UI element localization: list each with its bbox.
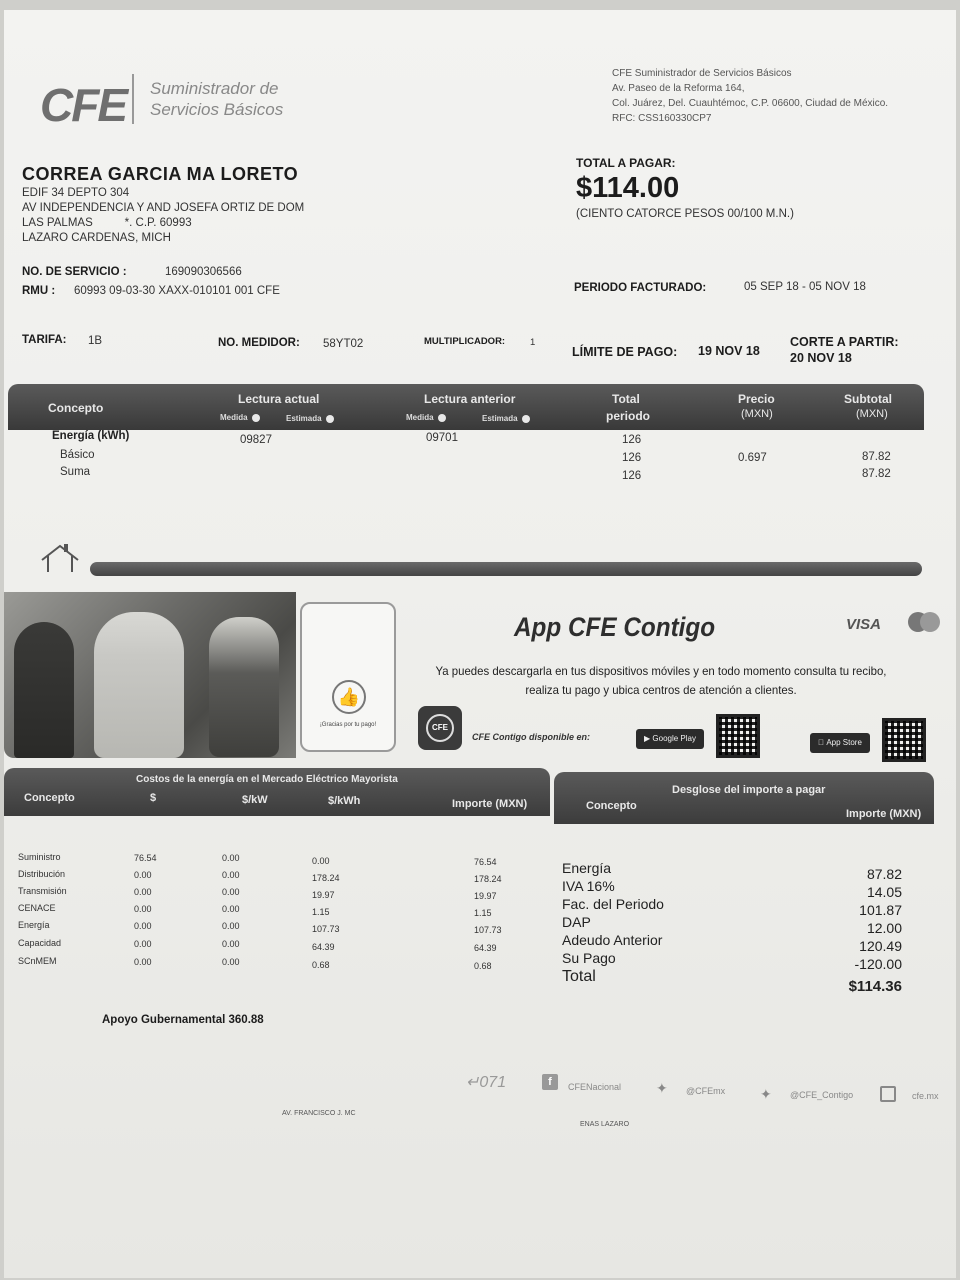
costos-col-kwh: $/kWh	[328, 795, 361, 807]
monitor-icon[interactable]	[880, 1086, 896, 1102]
rmu-label: RMU :	[22, 285, 56, 297]
desglose-row-concepto: Fac. del Periodo	[562, 896, 664, 912]
customer-address	[22, 186, 304, 246]
col-precio-1: Precio	[738, 392, 775, 406]
costos-row-value: 0.68	[474, 961, 492, 971]
twitter-handle[interactable]: @CFEmx	[686, 1086, 726, 1096]
costos-row-value: 76.54	[134, 852, 157, 863]
photo-person	[14, 622, 74, 758]
tarifa-label: TARIFA:	[22, 334, 67, 346]
costos-col-dollar: $	[150, 792, 157, 804]
col-concepto: Concepto	[48, 401, 104, 415]
row-basico-precio: 0.697	[738, 452, 767, 464]
costos-row-value: 107.73	[474, 925, 502, 935]
desglose-row-concepto: DAP	[562, 914, 591, 930]
issuer-line1: CFE Suministrador de Servicios Básicos	[612, 68, 792, 79]
col-la-estimada	[286, 414, 334, 423]
app-store-button[interactable]	[810, 733, 870, 753]
row-basico-subtotal: 87.82	[862, 451, 891, 463]
addr-line4: LAZARO CARDENAS, MICH	[22, 232, 171, 244]
la-medida-text: Medida	[220, 413, 248, 422]
col-lan-estimada	[482, 414, 530, 423]
consumo-table-header	[8, 384, 924, 430]
issuer-line3: Col. Juárez, Del. Cuauhtémoc, C.P. 06600, Ciudad de México.	[612, 98, 889, 109]
desglose-row-importe: 120.49	[859, 938, 902, 954]
col-lan-medida	[406, 413, 446, 422]
col-lectura-actual: Lectura actual	[238, 392, 320, 406]
desglose-row-concepto: Su Pago	[562, 950, 616, 966]
available-on-text: CFE Contigo disponible en:	[472, 732, 590, 742]
lan-medida-text: Medida	[406, 413, 434, 422]
phone-number: ↵071	[466, 1074, 507, 1091]
issuer-info	[612, 66, 888, 126]
costos-row-concepto: SCnMEM	[18, 956, 57, 966]
phone-mockup	[300, 602, 396, 752]
energia-label: Energía (kWh)	[52, 430, 130, 442]
lectura-anterior-value: 09701	[426, 432, 458, 444]
col-precio-2: (MXN)	[741, 408, 773, 420]
costos-row-value: 0.00	[222, 853, 240, 863]
footer-address-left: AV. FRANCISCO J. MC	[282, 1110, 356, 1117]
desglose-row-importe: 14.05	[866, 884, 902, 900]
desglose-row-importe: $114.36	[848, 978, 902, 995]
phone-number-text: 071	[479, 1074, 507, 1091]
cfe-logo: CFE	[40, 79, 126, 131]
radio-dot-icon	[522, 415, 530, 423]
app-desc-line1: Ya puedes descargarla en tus dispositivos móviles y en todo momento consulta tu recibo,	[435, 664, 887, 678]
medidor-label: NO. MEDIDOR:	[218, 337, 300, 349]
web-link[interactable]: cfe.mx	[912, 1091, 939, 1101]
col-subtotal-2: (MXN)	[856, 408, 888, 420]
radio-dot-icon	[438, 414, 446, 422]
apoyo-gubernamental: Apoyo Gubernamental 360.88	[102, 1014, 264, 1026]
desglose-row-importe: -120.00	[854, 956, 902, 972]
costos-row-value: 0.00	[222, 921, 240, 931]
costos-row-value: 1.15	[474, 908, 492, 918]
costos-row-value: 76.54	[474, 857, 497, 867]
visa-logo: VISA	[846, 616, 882, 633]
costos-row-value: 64.39	[474, 943, 497, 953]
row-suma-subtotal: 87.82	[862, 468, 891, 480]
customer-name: CORREA GARCIA MA LORETO	[22, 164, 299, 184]
costos-row-value: 0.00	[134, 938, 152, 949]
desglose-col-importe: Importe (MXN)	[846, 808, 922, 820]
medidor-value: 58YT02	[323, 338, 364, 350]
no-servicio-value: 169090306566	[165, 266, 242, 278]
costos-col-concepto: Concepto	[24, 792, 75, 804]
google-play-button[interactable]	[636, 729, 704, 749]
desglose-row-concepto: IVA 16%	[562, 878, 615, 894]
costos-row-value: 0.68	[312, 960, 330, 970]
desglose-row-importe: 101.87	[859, 902, 902, 918]
periodo-label: PERIODO FACTURADO:	[574, 282, 707, 294]
costos-row-concepto: Energía	[18, 920, 50, 930]
costos-row-value: 64.39	[312, 942, 335, 952]
lectura-actual-value: 09827	[240, 434, 272, 446]
photo-person	[209, 617, 279, 757]
costos-row-concepto: Capacidad	[18, 938, 62, 948]
desglose-row-concepto: Adeudo Anterior	[562, 932, 663, 948]
mastercard-logo	[908, 612, 940, 634]
addr-line1: EDIF 34 DEPTO 304	[22, 187, 130, 199]
twitter-icon[interactable]: ✦	[656, 1080, 668, 1096]
costos-row-value: 19.97	[312, 890, 335, 900]
costos-row-value: 0.00	[134, 869, 152, 880]
col-total-2: periodo	[606, 409, 650, 423]
col-lectura-anterior: Lectura anterior	[424, 392, 516, 406]
periodo-value: 05 SEP 18 - 05 NOV 18	[744, 281, 866, 293]
costos-row-value: 0.00	[222, 904, 240, 914]
lan-estimada-text: Estimada	[482, 414, 518, 423]
issuer-line4: RFC: CSS160330CP7	[612, 113, 712, 124]
logo-subtitle	[150, 78, 283, 120]
costos-row-value: 107.73	[312, 924, 340, 934]
google-play-label: Google Play	[652, 734, 696, 743]
addr-line3: LAS PALMAS *. C.P. 60993	[22, 217, 192, 229]
qr-code-google-play[interactable]	[716, 714, 760, 758]
facebook-icon[interactable]: f	[542, 1074, 558, 1090]
desglose-row-importe: 12.00	[866, 920, 902, 936]
costos-row-concepto: Distribución	[18, 869, 66, 879]
multiplicador-value: 1	[530, 337, 536, 348]
twitter-icon[interactable]: ✦	[760, 1086, 772, 1102]
costos-row-value: 1.15	[312, 907, 330, 917]
no-servicio-label: NO. DE SERVICIO :	[22, 266, 127, 278]
corte-value: 20 NOV 18	[790, 351, 852, 365]
desglose-row-importe: 87.82	[866, 866, 902, 882]
col-subtotal-1: Subtotal	[844, 392, 892, 406]
mastercard-circle	[920, 612, 940, 632]
house-icon	[40, 542, 80, 574]
costos-row-value: 0.00	[222, 870, 240, 880]
costos-row-value: 0.00	[134, 886, 152, 897]
twitter-handle-contigo[interactable]: @CFE_Contigo	[790, 1090, 854, 1100]
promo-photo	[4, 592, 296, 758]
app-desc-line2: realiza tu pago y ubica centros de atención a clientes.	[525, 683, 797, 697]
col-total-1: Total	[612, 392, 640, 406]
row-basico-total: 126	[622, 452, 642, 464]
costos-title: Costos de la energía en el Mercado Eléctrico Mayorista	[136, 774, 398, 785]
costos-row-value: 0.00	[222, 939, 240, 949]
cfe-app-icon-text: CFE	[426, 714, 454, 742]
costos-row-value: 19.97	[474, 891, 497, 901]
thumbs-up-icon: 👍	[332, 680, 366, 714]
costos-row-value: 0.00	[222, 887, 240, 897]
cfe-app-icon[interactable]	[418, 706, 462, 750]
costos-row-value: 0.00	[222, 957, 240, 967]
total-words: (CIENTO CATORCE PESOS 00/100 M.N.)	[576, 208, 794, 220]
radio-dot-icon	[252, 414, 260, 422]
costos-row-value: 0.00	[134, 956, 152, 967]
facebook-handle[interactable]: CFENacional	[568, 1082, 622, 1092]
costos-col-importe: Importe (MXN)	[452, 798, 528, 810]
desglose-row-concepto: Energía	[562, 860, 612, 876]
rmu-value: 60993 09-03-30 XAXX-010101 001 CFE	[74, 285, 280, 297]
costos-col-kw: $/kW	[242, 794, 268, 806]
app-title: App CFE Contigo	[514, 612, 716, 642]
desglose-table-header	[554, 772, 934, 824]
row-basico-concepto: Básico	[60, 449, 95, 461]
costos-row-concepto: Suministro	[18, 852, 61, 862]
desglose-title: Desglose del importe a pagar	[672, 784, 826, 796]
energia-total: 126	[622, 434, 642, 446]
col-la-medida	[220, 413, 260, 422]
photo-person	[94, 612, 184, 758]
costos-row-value: 178.24	[312, 873, 340, 883]
desglose-row-concepto: Total	[562, 968, 596, 985]
desglose-col-concepto: Concepto	[586, 800, 637, 812]
costos-row-value: 0.00	[134, 903, 152, 914]
limite-label: LÍMITE DE PAGO:	[572, 345, 678, 359]
qr-code-app-store[interactable]	[882, 718, 926, 762]
total-label: TOTAL A PAGAR:	[576, 156, 676, 170]
logo-divider	[132, 74, 134, 124]
footer-address-right: ENAS LAZARO	[580, 1121, 630, 1128]
corte-label: CORTE A PARTIR:	[790, 335, 899, 349]
multiplicador-label: MULTIPLICADOR:	[424, 336, 506, 347]
radio-dot-icon	[326, 415, 334, 423]
play-icon: ▶	[644, 734, 651, 743]
app-description	[409, 662, 913, 700]
row-suma-concepto: Suma	[60, 466, 91, 478]
section-divider	[90, 562, 922, 576]
costos-row-value: 0.00	[312, 856, 330, 866]
costos-row-concepto: CENACE	[18, 903, 56, 913]
row-suma-total: 126	[622, 470, 642, 482]
apple-icon	[818, 738, 824, 747]
tarifa-value: 1B	[88, 335, 103, 347]
logo-sub-line2: Servicios Básicos	[150, 100, 284, 119]
costos-row-concepto: Transmisión	[18, 886, 67, 896]
phone-thanks-text: ¡Gracias por tu pago!	[319, 722, 377, 728]
logo-sub-line1: Suministrador de	[150, 79, 279, 98]
costos-row-value: 0.00	[134, 920, 152, 931]
costos-row-value: 178.24	[474, 874, 502, 884]
limite-value: 19 NOV 18	[698, 344, 760, 358]
la-estimada-text: Estimada	[286, 414, 322, 423]
addr-line2: AV INDEPENDENCIA Y AND JOSEFA ORTIZ DE DOM	[22, 202, 305, 214]
costos-table-header	[4, 768, 550, 816]
app-store-label: App Store	[822, 738, 858, 747]
total-amount: $114.00	[576, 172, 680, 204]
issuer-line2: Av. Paseo de la Reforma 164,	[612, 83, 745, 94]
